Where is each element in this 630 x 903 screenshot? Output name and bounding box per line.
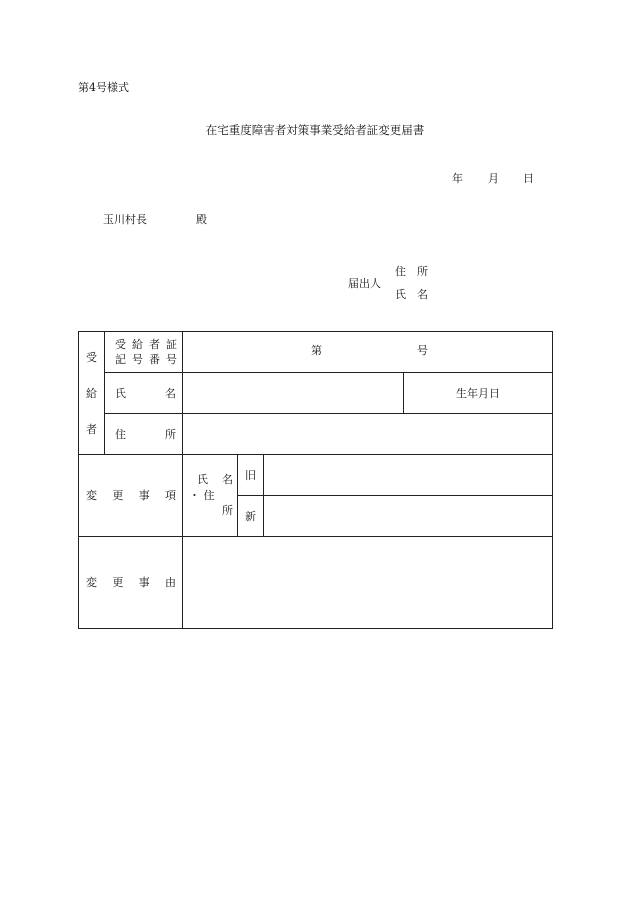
label-char: 更	[112, 489, 124, 502]
number-suffix: 号	[417, 344, 428, 357]
change-reason-field[interactable]	[183, 537, 553, 629]
old-label: 旧	[238, 455, 264, 496]
cert-number-field[interactable]	[183, 332, 553, 373]
label-char: 所	[165, 427, 176, 441]
label-char: 名	[165, 386, 176, 400]
label-char: 事	[138, 576, 150, 589]
label-char: 名	[222, 472, 233, 486]
label-char: 号	[166, 353, 177, 366]
old-value-field[interactable]	[264, 455, 553, 496]
recipient-char: 者	[86, 422, 97, 436]
applicant-label: 届出人	[348, 277, 381, 290]
label-char: 者	[149, 337, 160, 351]
honorific: 殿	[196, 213, 207, 226]
change-form-table	[78, 331, 553, 629]
applicant-name-label: 氏 名	[395, 288, 428, 301]
name-field[interactable]	[183, 373, 404, 414]
recipient-group-cell	[79, 332, 105, 455]
label-char: 証	[166, 337, 177, 351]
label-char: 更	[112, 576, 124, 589]
label-char: 受	[115, 337, 126, 351]
address-label	[105, 414, 183, 455]
label-char: 住	[115, 427, 126, 441]
name-label	[105, 373, 183, 414]
document-title: 在宅重度障害者対策事業受給者証変更届書	[205, 123, 425, 137]
number-prefix: 第	[311, 344, 322, 357]
date-year-label: 年	[452, 172, 463, 185]
label-char: 項	[164, 489, 176, 502]
recipient-char: 給	[86, 386, 97, 400]
change-sub-label	[183, 455, 238, 537]
label-char: 変	[86, 489, 97, 502]
label-char: 給	[132, 337, 143, 351]
birthdate-label: 生年月日	[404, 373, 553, 414]
label-char: 号	[132, 353, 143, 366]
recipient-char: 受	[86, 350, 97, 364]
label-line: 所	[222, 504, 233, 518]
label-char: 番	[149, 353, 160, 366]
date-month-label: 月	[488, 172, 499, 185]
addressee: 玉川村長	[103, 213, 147, 226]
date-day-label: 日	[523, 172, 534, 185]
label-char: 変	[86, 576, 97, 589]
label-line: ・ 住	[189, 488, 215, 502]
change-reason-label	[79, 537, 183, 629]
label-char: 由	[164, 576, 176, 589]
label-char: 記	[115, 353, 126, 366]
label-char: 氏	[115, 386, 126, 400]
cert-number-label	[105, 332, 183, 373]
new-label: 新	[238, 496, 264, 537]
form-number: 第4号様式	[78, 81, 129, 94]
label-char: 事	[138, 489, 150, 502]
new-value-field[interactable]	[264, 496, 553, 537]
applicant-address-label: 住 所	[395, 265, 428, 278]
change-item-label	[79, 455, 183, 537]
address-field[interactable]	[183, 414, 553, 455]
label-char: 氏	[197, 472, 208, 486]
